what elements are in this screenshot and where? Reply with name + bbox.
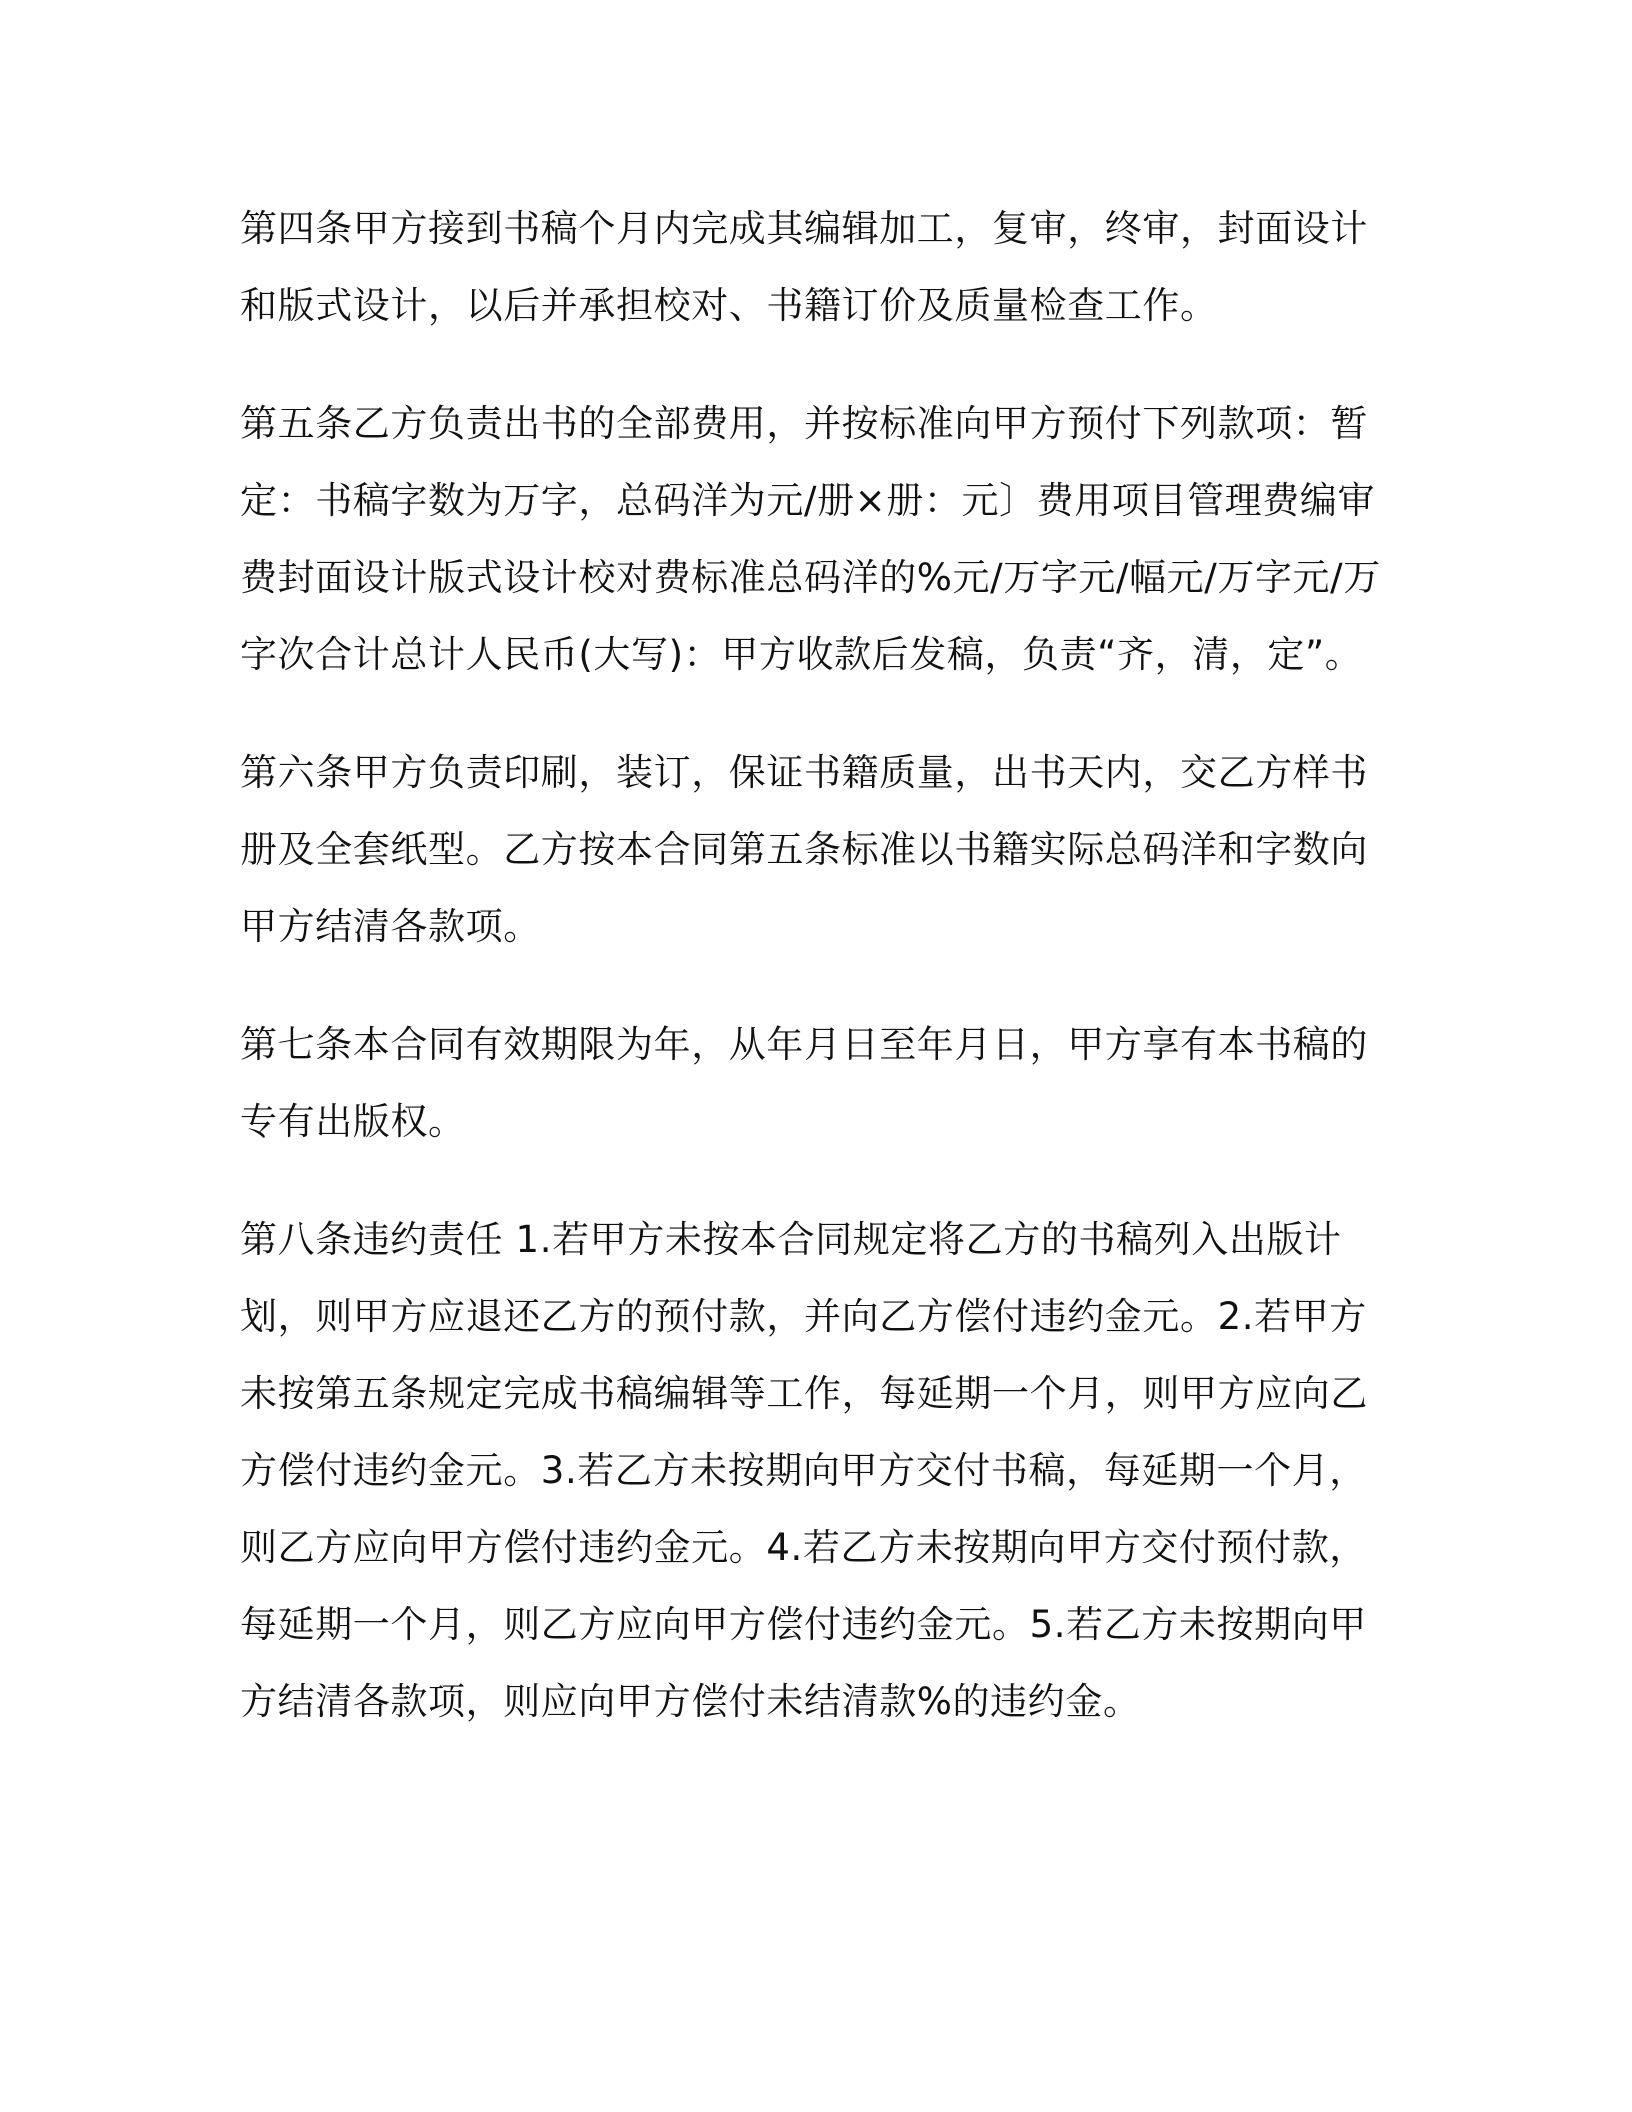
paragraph-article-7: 第七条本合同有效期限为年，从年月日至年月日，甲方享有本书稿的专有出版权。 [240, 1023, 1368, 1143]
document-body [240, 190, 1390, 1781]
paragraph-article-8: 第八条违约责任 1.若甲方未按本合同规定将乙方的书稿列入出版计划，则甲方应退还乙方的预付款，并向乙方偿付违约金元。2.若甲方未按第五条规定完成书稿编辑等工作，每延期一个月，则甲方应向乙方偿付违约金元。3.若乙方未按期向甲方交付书稿，每延期一个月，则乙方应向甲方偿付违约金元。4.若乙方未按期向甲方交付预付款，每延期一个月，则乙方应向甲方偿付违约金元。5.若乙方未按期向甲方结清各款项，则应向甲方偿付未结清款%的违约金。 [240, 1218, 1368, 1723]
paragraph-article-5: 第五条乙方负责出书的全部费用，并按标准向甲方预付下列款项：暂定：书稿字数为万字，总码洋为元/册×册：元〕费用项目管理费编审费封面设计版式设计校对费标准总码洋的%元/万字元/幅元/万字元/万字次合计总计人民币(大写)：甲方收款后发稿，负责“齐，清，定”。 [240, 402, 1381, 676]
paragraph-article-6: 第六条甲方负责印刷，装订，保证书籍质量，出书天内，交乙方样书册及全套纸型。乙方按本合同第五条标准以书籍实际总码洋和字数向甲方结清各款项。 [240, 751, 1368, 948]
paragraph-article-4: 第四条甲方接到书稿个月内完成其编辑加工，复审，终审，封面设计和版式设计，以后并承担校对、书籍订价及质量检查工作。 [240, 207, 1368, 327]
